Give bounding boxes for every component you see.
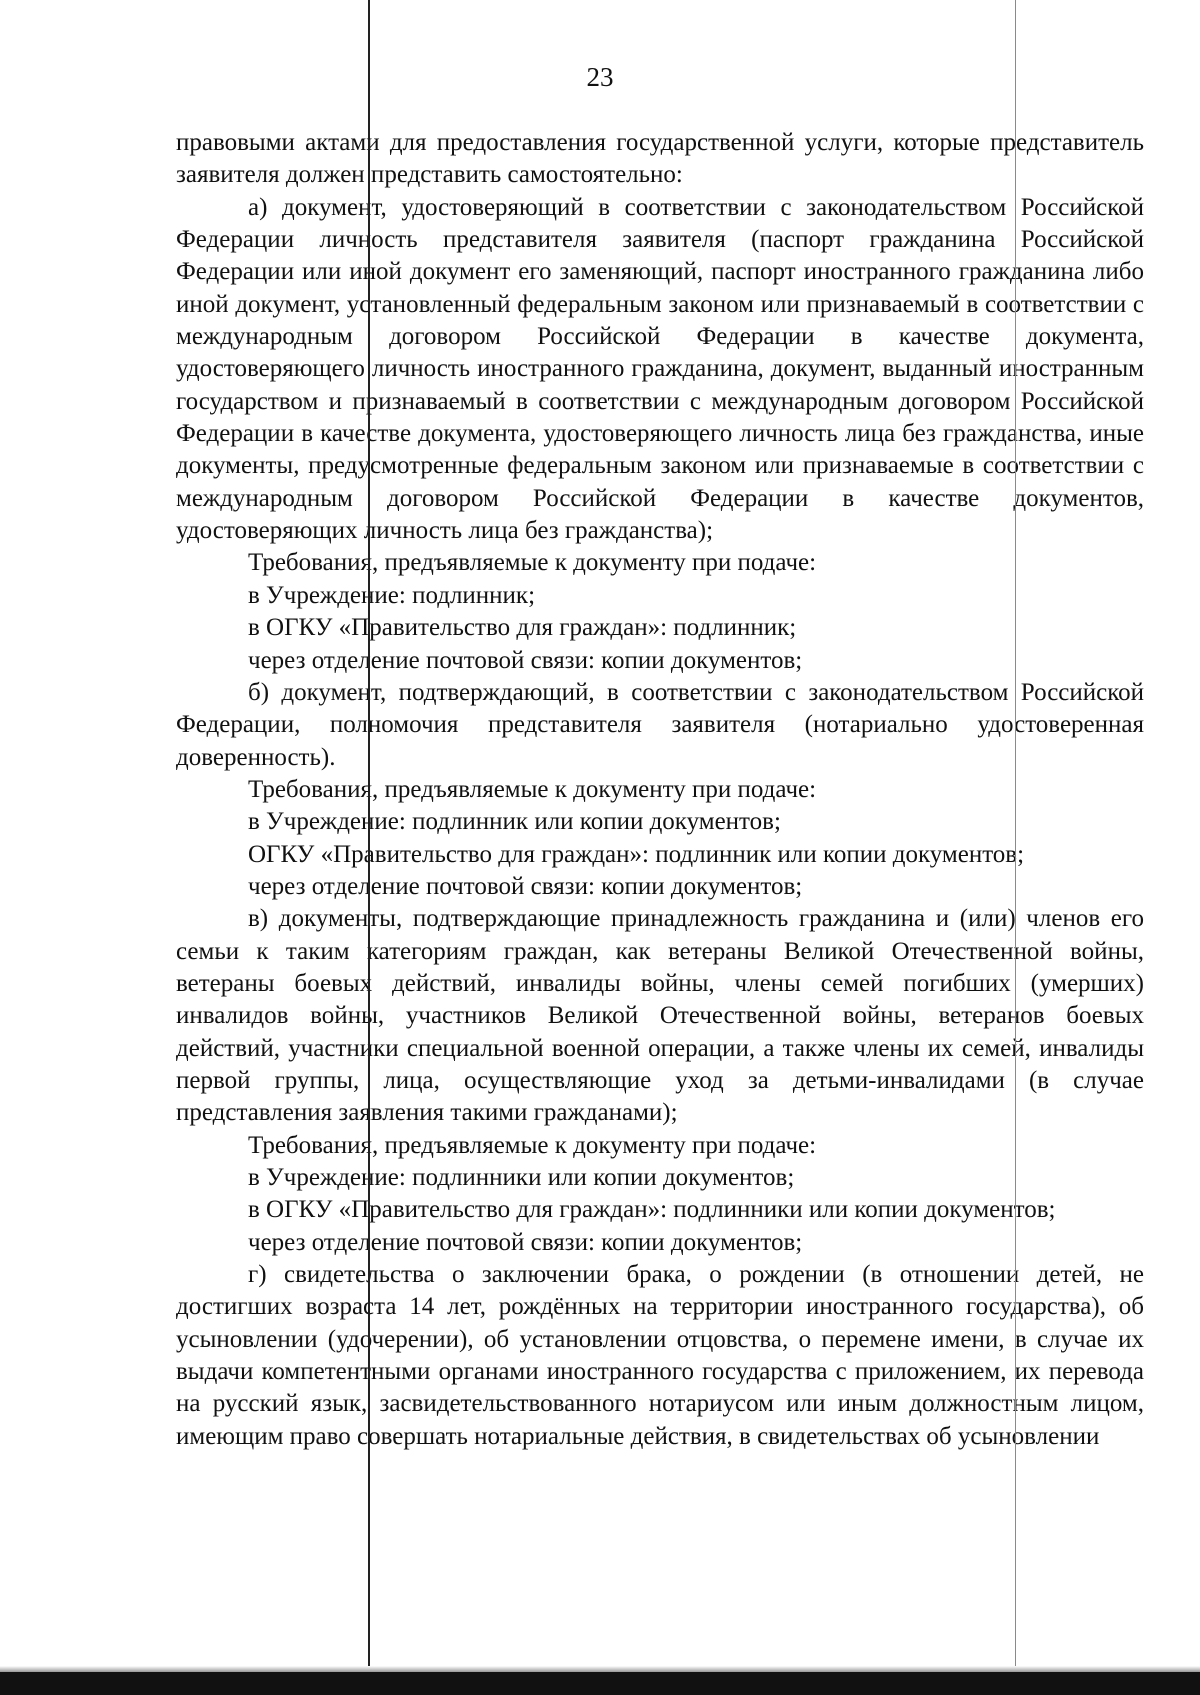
paragraph-institution: в Учреждение: подлинник;: [248, 581, 536, 609]
paragraph-item-a: а) документ, удостоверяющий в соответствии с законодательством Российской Федерации личность представителя заявителя (паспорт гражданина Российской Федерации или иной документ его заменяющий, паспорт иностранного гражданина либо иной документ, установленный федеральным законом или признаваемый в соответствии с международным договором Российской Федерации в качестве документа, удостоверяющего личность иностранного гражданина, документ, выданный иностранным государством и признаваемый в соответствии с международным договором Российской Федерации в качестве документа, удостоверяющего личность лица без гражданства, иные документы, предусмотренные федеральным законом или признаваемые в соответствии с международным договором Российской Федерации в качестве документов, удостоверяющих личность лица без гражданства);: [176, 193, 1144, 545]
scan-bottom-edge: [0, 1672, 1200, 1695]
paragraph-ogku: в ОГКУ «Правительство для граждан»: подлинники или копии документов;: [248, 1196, 1056, 1224]
paragraph-post: через отделение почтовой связи: копии документов;: [248, 646, 803, 674]
paragraph-institution: в Учреждение: подлинник или копии документов;: [248, 808, 781, 836]
scan-fold-line: [368, 0, 370, 1672]
paragraph-continuation: правовыми актами для предоставления государственной услуги, которые представитель заявителя должен представить самостоятельно:: [176, 129, 1144, 189]
document-body: [176, 127, 1144, 1453]
paragraph-ogku: в ОГКУ «Правительство для граждан»: подлинник;: [248, 614, 797, 642]
paragraph-post: через отделение почтовой связи: копии документов;: [248, 1228, 803, 1256]
paragraph-requirements: Требования, предъявляемые к документу при подаче:: [248, 775, 817, 803]
page-number: 23: [586, 62, 614, 92]
paragraph-requirements: Требования, предъявляемые к документу при подаче:: [248, 549, 817, 577]
paragraph-item-g: г) свидетельства о заключении брака, о рождении (в отношении детей, не достигших возраста 14 лет, рождённых на территории иностранного государства), об усыновлении (удочерении), об установлении отцовства, о перемене имени, в случае их выдачи компетентными органами иностранного государства с приложением, их перевода на русский язык, засвидетельствованного нотариусом или иным должностным лицом, имеющим право совершать нотариальные действия, в свидетельствах об усыновлении: [176, 1261, 1144, 1450]
paragraph-institution: в Учреждение: подлинники или копии документов;: [248, 1164, 795, 1191]
paragraph-post: через отделение почтовой связи: копии документов;: [248, 872, 803, 900]
paragraph-item-b: б) документ, подтверждающий, в соответствии с законодательством Российской Федерации, полномочия представителя заявителя (нотариально удостоверенная доверенность).: [176, 678, 1144, 771]
paragraph-item-v: в) документы, подтверждающие принадлежность гражданина и (или) членов его семьи к таким категориям граждан, как ветераны Великой Отечественной войны, ветераны боевых действий, инвалиды войны, члены семей погибших (умерших) инвалидов войны, участников Великой Отечественной войны, ветеранов боевых действий, участники специальной военной операции, а также члены их семей, инвалиды первой группы, лица, осуществляющие уход за детьми-инвалидами (в случае представления заявления такими гражданами);: [176, 905, 1144, 1127]
paragraph-ogku: ОГКУ «Правительство для граждан»: подлинник или копии документов;: [248, 840, 1025, 868]
scan-fold-line: [1015, 0, 1016, 1672]
paragraph-requirements: Требования, предъявляемые к документу при подаче:: [248, 1131, 817, 1159]
